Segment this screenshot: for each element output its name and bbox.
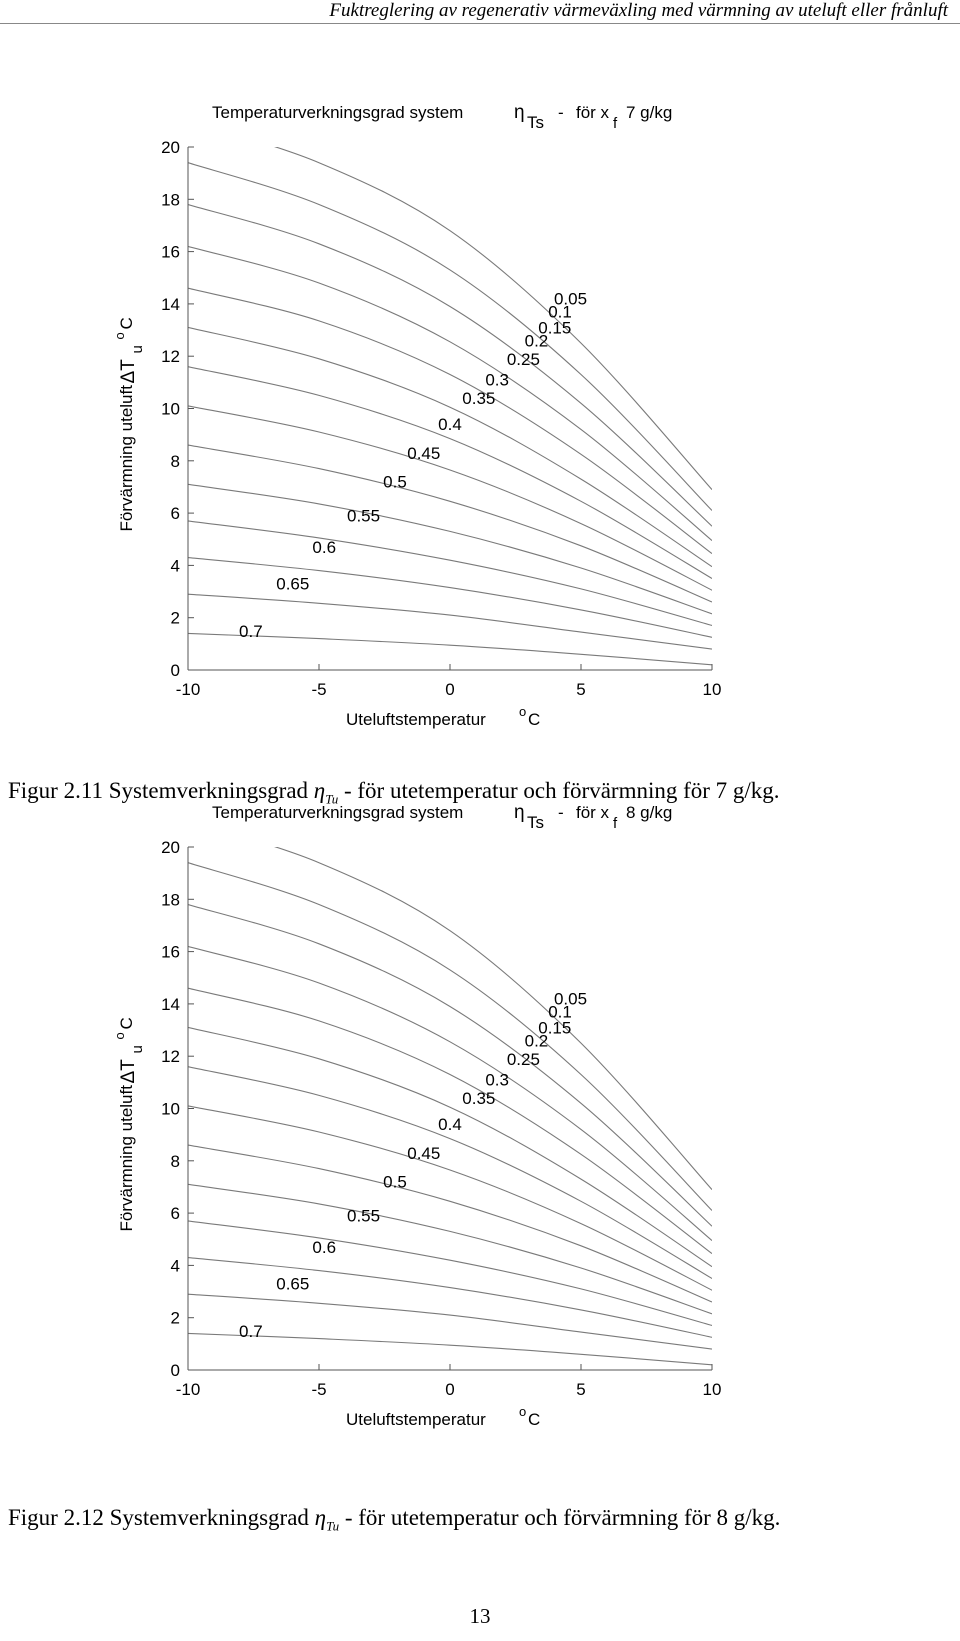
chart-title-symbol-subscript: Ts (527, 113, 544, 132)
contour-label: 0.1 (548, 302, 572, 322)
caption-eta-subscript: Tu (325, 791, 339, 807)
contour-label: 0.05 (553, 289, 588, 309)
contour-label: 0.15 (538, 1018, 572, 1038)
figure-caption-2-12 (8, 1505, 780, 1535)
y-axis-label-degree: o (112, 1032, 127, 1040)
y-axis-label-unit: C (117, 1017, 136, 1030)
contour-label: 0.25 (506, 1049, 540, 1069)
y-tick-label: 6 (170, 1204, 180, 1224)
contour-label: 0.55 (346, 506, 381, 526)
contour-line-0.7 (188, 633, 712, 664)
contour-line-0.05 (188, 821, 712, 1190)
contour-label: 0.3 (485, 370, 509, 390)
contour-line-0.45 (188, 1145, 712, 1302)
y-tick-label: 8 (170, 1151, 180, 1171)
x-tick-label: -10 (175, 680, 201, 699)
caption-eta-subscript: Tu (326, 1518, 340, 1534)
x-tick-label: 0 (445, 1380, 455, 1399)
y-tick-label: 2 (170, 1308, 180, 1328)
y-tick-label: 6 (170, 504, 180, 524)
contour-label: 0.7 (239, 1321, 263, 1341)
x-tick-label: -10 (175, 1380, 201, 1399)
x-axis-label-unit: C (528, 710, 541, 729)
y-tick-label: 20 (161, 838, 180, 857)
y-tick-label: 12 (161, 347, 180, 367)
y-tick-label: 10 (161, 1099, 180, 1119)
x-tick-label: -5 (311, 1380, 327, 1399)
contour-label: 0.7 (239, 621, 263, 641)
caption-suffix: - för utetemperatur och förvärmning för 8 g/kg. (339, 1505, 781, 1530)
contour-label: 0.35 (462, 1089, 496, 1109)
chart-title-for-subscript: f (613, 815, 618, 832)
contour-line-0.7 (188, 1333, 712, 1364)
contour-label: 0.5 (383, 472, 407, 492)
x-tick-label: 10 (702, 680, 722, 699)
contour-label: 0.5 (383, 1172, 407, 1192)
chart-title-dash: - (558, 803, 564, 822)
x-axis-label-degree: o (519, 704, 527, 719)
y-tick-label: 18 (161, 190, 180, 210)
chart-title-dash: - (558, 103, 564, 122)
x-axis-label: Uteluftstemperatur (346, 710, 486, 729)
contour-label: 0.65 (276, 574, 310, 594)
chart-title-symbol: η (514, 102, 525, 123)
contour-label: 0.2 (524, 331, 549, 351)
contour-lines (188, 821, 712, 1365)
x-axis-label-degree: o (519, 1404, 527, 1419)
y-tick-label: 16 (161, 942, 180, 962)
y-tick-label: 4 (170, 1256, 180, 1276)
contour-label: 0.3 (485, 1070, 509, 1090)
x-tick-label: 5 (576, 1380, 586, 1399)
chart-title-for-subscript: f (613, 115, 618, 132)
contour-line-0.2 (188, 246, 712, 540)
chart-title-symbol: η (514, 802, 525, 823)
page-number: 13 (469, 1604, 491, 1628)
contour-label: 0.65 (276, 1274, 310, 1294)
y-axis-label-degree: o (112, 332, 127, 340)
contour-chart-7gkg (0, 0, 960, 770)
contour-label: 0.25 (506, 349, 540, 369)
y-tick-label: 0 (170, 1361, 180, 1380)
x-axis-label: Uteluftstemperatur (346, 1410, 486, 1429)
caption-prefix: Figur 2.11 Systemverkningsgrad (8, 778, 314, 803)
y-tick-label: 16 (161, 242, 180, 262)
contour-label: 0.4 (438, 1115, 462, 1135)
caption-eta-symbol: η (314, 1505, 327, 1530)
contour-label: 0.45 (407, 1143, 441, 1163)
contour-label: 0.4 (438, 415, 462, 435)
contour-label: 0.45 (407, 443, 441, 463)
y-tick-label: 14 (161, 294, 180, 314)
contour-chart-8gkg (0, 770, 960, 1490)
running-header: Fuktreglering av regenerativ värmeväxling med värmning av uteluft eller frånluft (329, 0, 948, 21)
contour-lines (188, 121, 712, 665)
y-tick-label: 12 (161, 1047, 180, 1067)
contour-line-0.55 (188, 1221, 712, 1326)
chart-title-value: 8 g/kg (626, 803, 673, 822)
x-tick-label: -5 (311, 680, 327, 699)
contour-label: 0.1 (548, 1002, 572, 1022)
contour-line-0.45 (188, 445, 712, 602)
chart-title-for: för x (576, 803, 610, 822)
y-axis-label-group (112, 317, 146, 531)
y-tick-label: 14 (161, 994, 180, 1014)
contour-line-0.6 (188, 558, 712, 638)
x-tick-label: 0 (445, 680, 455, 699)
contour-label: 0.6 (312, 538, 337, 558)
y-tick-label: 0 (170, 661, 180, 680)
x-tick-label: 5 (576, 680, 586, 699)
contour-line-0.15 (188, 905, 712, 1227)
contour-line-0.2 (188, 946, 712, 1240)
contour-line-0.05 (188, 121, 712, 490)
y-axis-label-unit: C (117, 317, 136, 330)
contour-label: 0.15 (538, 318, 572, 338)
y-axis-label-symbol: ΔT (118, 1059, 139, 1084)
chart-title-symbol-subscript: Ts (527, 813, 544, 832)
caption-prefix: Figur 2.12 Systemverkningsgrad (8, 1505, 315, 1530)
y-tick-label: 20 (161, 138, 180, 157)
y-axis-label-symbol: ΔT (118, 359, 139, 384)
chart-title-value: 7 g/kg (626, 103, 673, 122)
contour-label: 0.05 (553, 989, 588, 1009)
y-tick-label: 8 (170, 451, 180, 471)
y-axis-label: Förvärmning uteluft (117, 385, 136, 532)
x-tick-label: 10 (702, 1380, 722, 1399)
contour-label: 0.6 (312, 1238, 337, 1258)
y-axis-label-subscript: u (129, 1045, 146, 1054)
x-axis-label-unit: C (528, 1410, 541, 1429)
y-tick-label: 18 (161, 890, 180, 910)
y-tick-label: 2 (170, 608, 180, 628)
chart-title-for: för x (576, 103, 610, 122)
caption-eta-symbol: η (313, 778, 326, 803)
y-axis-label-subscript: u (129, 345, 146, 354)
y-axis-label: Förvärmning uteluft (117, 1085, 136, 1232)
y-tick-label: 10 (161, 399, 180, 419)
chart-title: Temperaturverkningsgrad system (212, 103, 464, 122)
contour-label: 0.55 (346, 1206, 381, 1226)
contour-label: 0.2 (524, 1031, 549, 1051)
contour-line-0.55 (188, 521, 712, 626)
contour-line-0.15 (188, 205, 712, 527)
contour-label: 0.35 (462, 389, 496, 409)
contour-line-0.6 (188, 1258, 712, 1338)
chart-title: Temperaturverkningsgrad system (212, 803, 464, 822)
y-tick-label: 4 (170, 556, 180, 576)
y-axis-label-group (112, 1017, 146, 1231)
caption-suffix: - för utetemperatur och förvärmning för 7 g/kg. (338, 778, 780, 803)
